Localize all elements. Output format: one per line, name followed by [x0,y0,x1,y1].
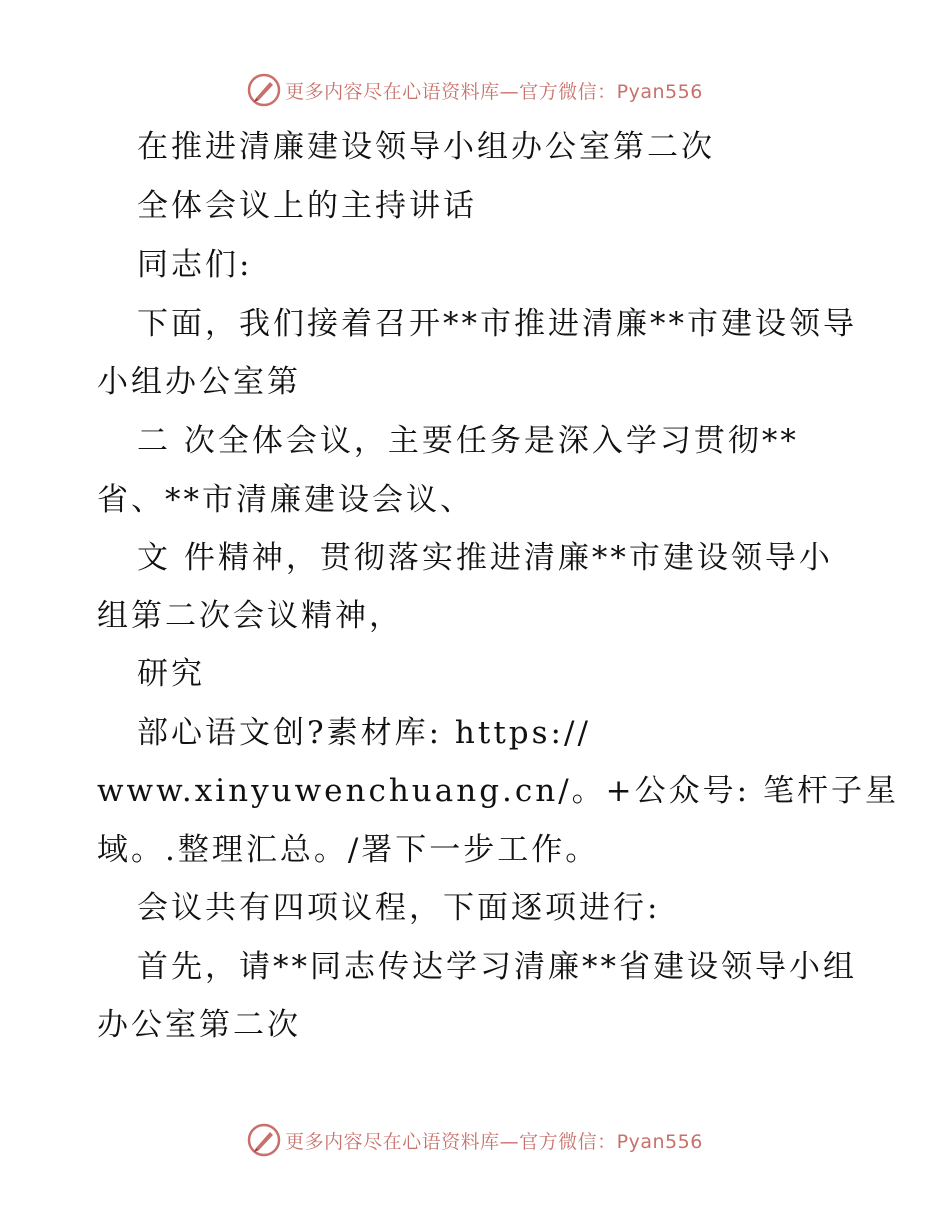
text-line: 小组办公室第 [97,364,301,400]
text-line: 部心语文创?素材库: https:// [137,715,591,751]
text-line: 研究 [137,656,205,692]
text-line: 首先，请**同志传达学习清廉**省建设领导小组 [137,949,857,985]
text-line: www.xinyuwenchuang.cn/。+公众号: 笔杆子星 [97,773,899,809]
quill-pen-logo-icon [247,73,281,107]
text-line: 会议共有四项议程，下面逐项进行: [137,890,661,926]
text-line: 二 次全体会议，主要任务是深入学习贯彻** [137,423,799,459]
quill-pen-logo-icon [247,1123,281,1157]
bottom-watermark-banner [0,1120,950,1160]
watermark-text: 更多内容尽在心语资料库—官方微信：Pyan556 [285,1130,703,1153]
text-line: 域。.整理汇总。/署下一步工作。 [97,832,600,868]
text-line: 省、**市清廉建设会议、 [97,482,474,518]
top-watermark-banner [0,70,950,110]
text-line: 全体会议上的主持讲话 [137,188,477,224]
text-line: 下面，我们接着召开**市推进清廉**市建设领导 [137,306,857,342]
text-line: 文 件精神，贯彻落实推进清廉**市建设领导小 [137,540,833,576]
text-line: 办公室第二次 [97,1007,301,1043]
text-line: 在推进清廉建设领导小组办公室第二次 [137,129,715,165]
watermark-text: 更多内容尽在心语资料库—官方微信：Pyan556 [285,80,703,103]
text-line: 同志们: [137,247,253,283]
text-line: 组第二次会议精神， [97,598,403,634]
